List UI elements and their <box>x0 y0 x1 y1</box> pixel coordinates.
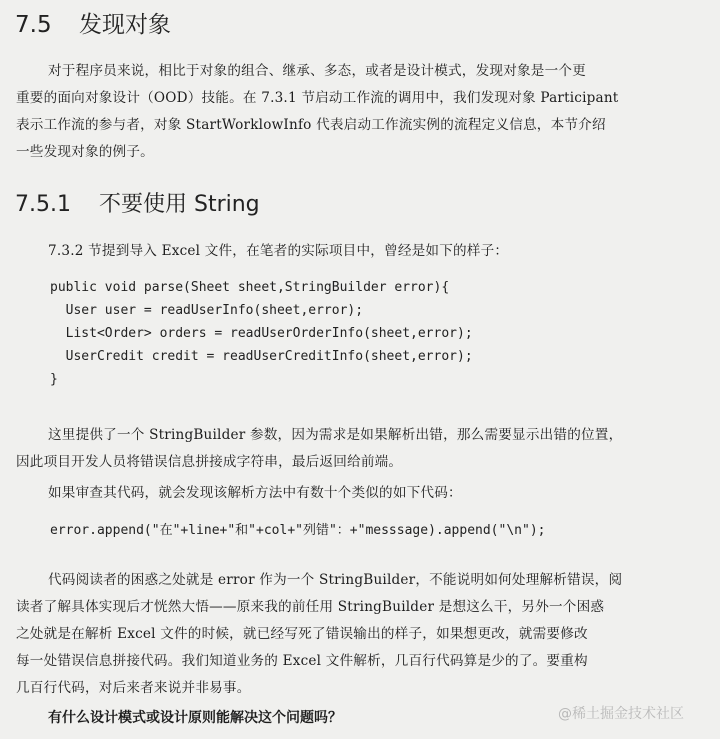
paragraph-line: 每一处错误信息拼接代码。我们知道业务的 Excel 文件解析，几百行代码算是少的了。要重构 <box>16 653 588 669</box>
intro-line: 表示工作流的参与者，对象 StartWorklowInfo 代表启动工作流实例的流程定义信息，本节介绍 <box>16 117 606 133</box>
intro-line: 一些发现对象的例子。 <box>16 144 154 160</box>
question-heading: 有什么设计模式或设计原则能解决这个问题吗？ <box>48 710 342 726</box>
paragraph-line: 这里提供了一个 StringBuilder 参数，因为需求是如果解析出错，那么需要显示出错的位置， <box>48 427 623 443</box>
paragraph-line: 几百行代码，对后来者来说并非易事。 <box>16 680 251 696</box>
paragraph: 7.3.2 节提到导入 Excel 文件，在笔者的实际项目中，曾经是如下的样子： <box>48 243 509 259</box>
paragraph-line: 之处就是在解析 Excel 文件的时候，就已经写死了错误输出的样子，如果想更改，就需要修改 <box>16 626 588 642</box>
intro-line: 对于程序员来说，相比于对象的组合、继承、多态，或者是设计模式，发现对象是一个更 <box>48 63 586 79</box>
intro-line: 重要的面向对象设计（OOD）技能。在 7.3.1 节启动工作流的调用中，我们发现对象 Participant <box>16 90 619 106</box>
paragraph-line: 因此项目开发人员将错误信息拼接成字符串，最后返回给前端。 <box>16 454 403 470</box>
code-line: User user = readUserInfo(sheet,error); <box>50 303 364 318</box>
subsection-title: 不要使用 String <box>99 192 260 217</box>
paragraph-line: 读者了解具体实现后才恍然大悟——原来我的前任用 StringBuilder 是想这么干，另外一个困惑 <box>16 599 605 615</box>
section-number: 7.5 <box>15 12 52 38</box>
subsection-heading <box>15 187 260 218</box>
code-line: error.append("在"+line+"和"+col+"列错"：+"messsage).append("\n"); <box>50 523 546 538</box>
paragraph: 如果审查其代码，就会发现该解析方法中有数十个类似的如下代码： <box>48 485 462 501</box>
code-line: List<Order> orders = readUserOrderInfo(sheet,error); <box>50 326 473 341</box>
code-line: public void parse(Sheet sheet,StringBuilder error){ <box>50 280 450 295</box>
code-line: } <box>50 372 58 387</box>
subsection-number: 7.5.1 <box>15 192 71 217</box>
code-line: UserCredit credit = readUserCreditInfo(sheet,error); <box>50 349 473 364</box>
watermark: @稀土掘金技术社区 <box>558 706 684 722</box>
section-heading <box>15 6 171 39</box>
paragraph-line: 代码阅读者的困惑之处就是 error 作为一个 StringBuilder，不能说明如何处理解析错误，阅 <box>48 572 623 588</box>
section-title: 发现对象 <box>79 12 171 38</box>
